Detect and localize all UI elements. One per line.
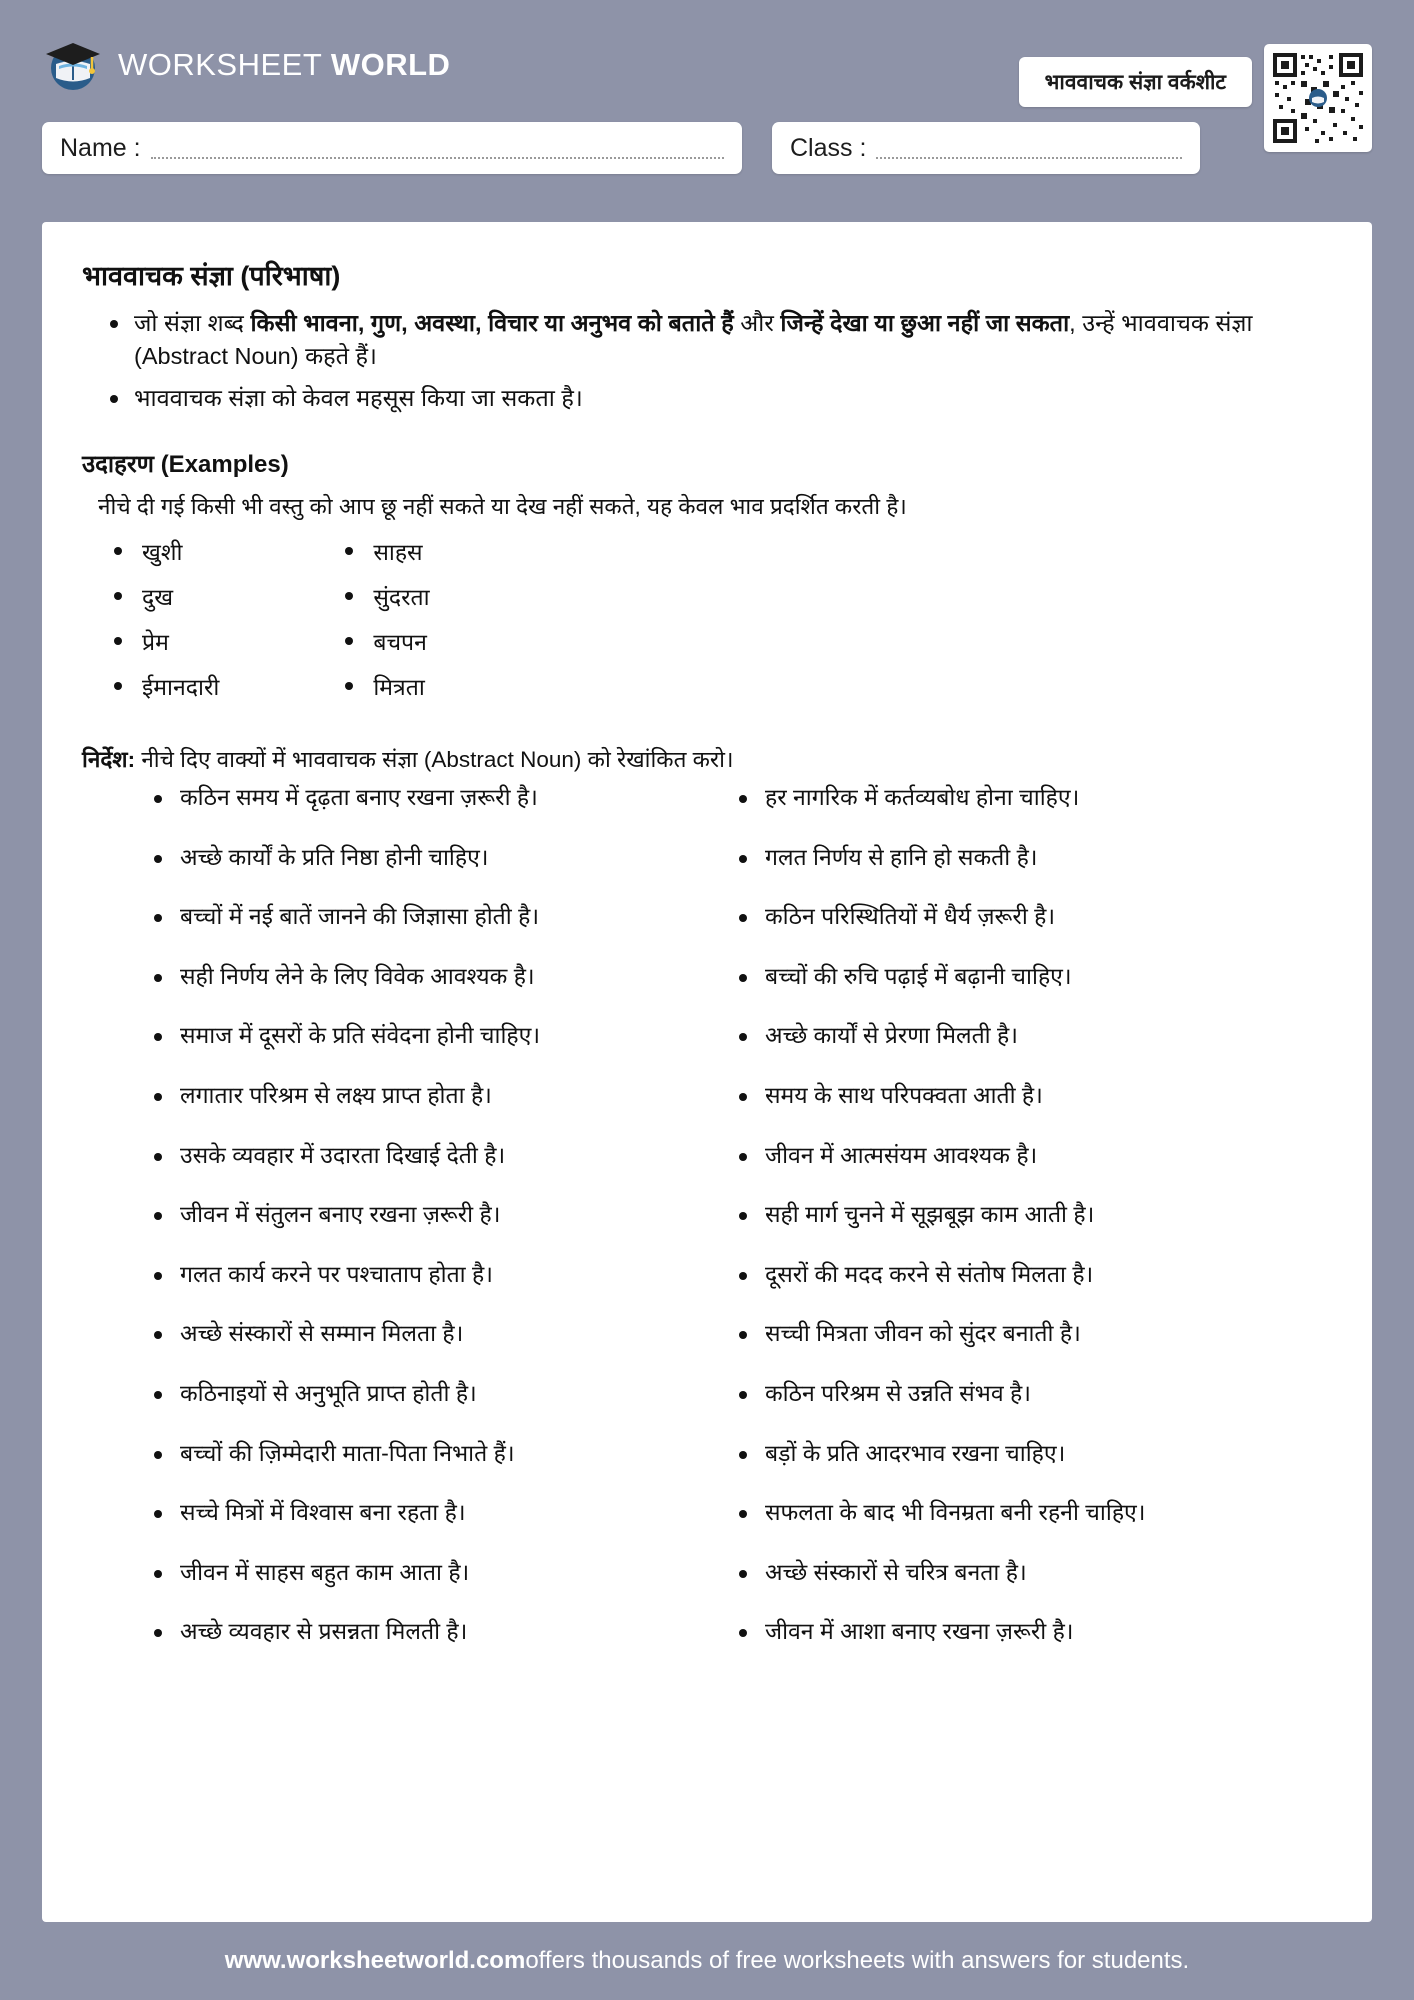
class-label: Class : — [790, 133, 867, 162]
question-item[interactable]: अच्छे कार्यों के प्रति निष्ठा होनी चाहिए। — [180, 844, 707, 872]
examples-columns — [138, 535, 1332, 715]
question-item[interactable]: जीवन में संतुलन बनाए रखना ज़रूरी है। — [180, 1201, 707, 1229]
question-item[interactable]: जीवन में आशा बनाए रखना ज़रूरी है। — [765, 1618, 1332, 1646]
question-item[interactable]: कठिन समय में दृढ़ता बनाए रखना ज़रूरी है। — [180, 784, 707, 812]
question-item[interactable]: जीवन में आत्मसंयम आवश्यक है। — [765, 1142, 1332, 1170]
example-item: ईमानदारी — [138, 670, 219, 702]
class-input-line[interactable] — [876, 137, 1182, 159]
question-item[interactable]: कठिन परिस्थितियों में धैर्य ज़रूरी है। — [765, 903, 1332, 931]
def1-bold1: किसी भावना, गुण, अवस्था, विचार या अनुभव को बताते हैं — [250, 310, 734, 336]
footer-domain[interactable]: www.worksheetworld.com — [224, 1947, 526, 1974]
def1-part3: , उन्हें भाववाचक संज्ञा (Abstract Noun) कहते हैं। — [134, 310, 1253, 370]
example-item: साहस — [369, 535, 429, 567]
questions-column-right — [707, 784, 1332, 1678]
question-item[interactable]: अच्छे संस्कारों से सम्मान मिलता है। — [180, 1320, 707, 1348]
brand-title — [118, 47, 450, 83]
example-item: बचपन — [369, 625, 429, 657]
question-item[interactable]: सफलता के बाद भी विनम्रता बनी रहनी चाहिए। — [765, 1499, 1332, 1527]
def1-part2: और — [733, 310, 781, 336]
question-item[interactable]: अच्छे संस्कारों से चरित्र बनता है। — [765, 1559, 1332, 1587]
example-item: खुशी — [138, 535, 219, 567]
example-item: दुख — [138, 580, 219, 612]
question-item[interactable]: अच्छे व्यवहार से प्रसन्नता मिलती है। — [180, 1618, 707, 1646]
name-field[interactable] — [42, 122, 742, 174]
qr-code-icon[interactable] — [1264, 44, 1372, 152]
question-item[interactable]: सही मार्ग चुनने में सूझबूझ काम आती है। — [765, 1201, 1332, 1229]
def1-bold2: जिन्हें देखा या छुआ नहीं जा सकता — [780, 310, 1070, 336]
question-item[interactable]: उसके व्यवहार में उदारता दिखाई देती है। — [180, 1142, 707, 1170]
brand-light-text: WORKSHEET — [118, 47, 331, 82]
question-item[interactable]: बच्चों में नई बातें जानने की जिज्ञासा होती है। — [180, 903, 707, 931]
questions-column-left — [82, 784, 707, 1678]
graduation-cap-book-logo-icon — [42, 34, 104, 96]
instruction-line — [82, 743, 1332, 774]
question-item[interactable]: जीवन में साहस बहुत काम आता है। — [180, 1559, 707, 1587]
worksheet-body — [42, 222, 1372, 1922]
question-item[interactable]: समाज में दूसरों के प्रति संवेदना होनी चाहिए। — [180, 1022, 707, 1050]
question-item[interactable]: समय के साथ परिपक्वता आती है। — [765, 1082, 1332, 1110]
examples-column-1 — [138, 535, 219, 715]
question-item[interactable]: लगातार परिश्रम से लक्ष्य प्राप्त होता है। — [180, 1082, 707, 1110]
question-item[interactable]: बच्चों की ज़िम्मेदारी माता-पिता निभाते हैं। — [180, 1440, 707, 1468]
example-item: प्रेम — [138, 625, 219, 657]
question-item[interactable]: सही निर्णय लेने के लिए विवेक आवश्यक है। — [180, 963, 707, 991]
page-header — [0, 0, 1414, 210]
examples-subtitle: नीचे दी गई किसी भी वस्तु को आप छू नहीं सकते या देख नहीं सकते, यह केवल भाव प्रदर्शित करती है। — [98, 494, 907, 520]
example-item: सुंदरता — [369, 580, 429, 612]
question-item[interactable]: अच्छे कार्यों से प्रेरणा मिलती है। — [765, 1022, 1332, 1050]
question-item[interactable]: बड़ों के प्रति आदरभाव रखना चाहिए। — [765, 1440, 1332, 1468]
example-item: मित्रता — [369, 670, 429, 702]
def1-part1: जो संज्ञा शब्द — [134, 310, 251, 336]
question-item[interactable]: सच्चे मित्रों में विश्वास बना रहता है। — [180, 1499, 707, 1527]
definition-item-1 — [134, 307, 1332, 374]
questions-columns — [82, 784, 1332, 1678]
brand-bold-text: WORLD — [330, 47, 451, 82]
question-item[interactable]: हर नागरिक में कर्तव्यबोध होना चाहिए। — [765, 784, 1332, 812]
name-input-line[interactable] — [151, 137, 724, 159]
question-item[interactable]: कठिन परिश्रम से उन्नति संभव है। — [765, 1380, 1332, 1408]
worksheet-title-badge: भाववाचक संज्ञा वर्कशीट — [1019, 57, 1252, 107]
footer-text: offers thousands of free worksheets with answers for students. — [525, 1947, 1190, 1974]
examples-column-2 — [369, 535, 429, 715]
instruction-label: निर्देश: — [82, 747, 136, 773]
sheet-content — [42, 222, 1372, 1922]
question-item[interactable]: कठिनाइयों से अनुभूति प्राप्त होती है। — [180, 1380, 707, 1408]
definition-item-2: भाववाचक संज्ञा को केवल महसूस किया जा सकता है। — [134, 382, 1332, 415]
definition-heading: भाववाचक संज्ञा (परिभाषा) — [82, 261, 341, 291]
question-item[interactable]: बच्चों की रुचि पढ़ाई में बढ़ानी चाहिए। — [765, 963, 1332, 991]
instruction-text: नीचे दिए वाक्यों में भाववाचक संज्ञा (Abstract Noun) को रेखांकित करो। — [135, 747, 734, 773]
page-footer — [0, 1922, 1414, 2000]
question-item[interactable]: गलत कार्य करने पर पश्चाताप होता है। — [180, 1261, 707, 1289]
class-field[interactable] — [772, 122, 1200, 174]
definition-list — [82, 307, 1332, 415]
student-fields — [42, 122, 1372, 174]
examples-heading: उदाहरण (Examples) — [82, 451, 289, 479]
question-item[interactable]: सच्ची मित्रता जीवन को सुंदर बनाती है। — [765, 1320, 1332, 1348]
question-item[interactable]: दूसरों की मदद करने से संतोष मिलता है। — [765, 1261, 1332, 1289]
name-label: Name : — [60, 133, 141, 162]
question-item[interactable]: गलत निर्णय से हानि हो सकती है। — [765, 844, 1332, 872]
